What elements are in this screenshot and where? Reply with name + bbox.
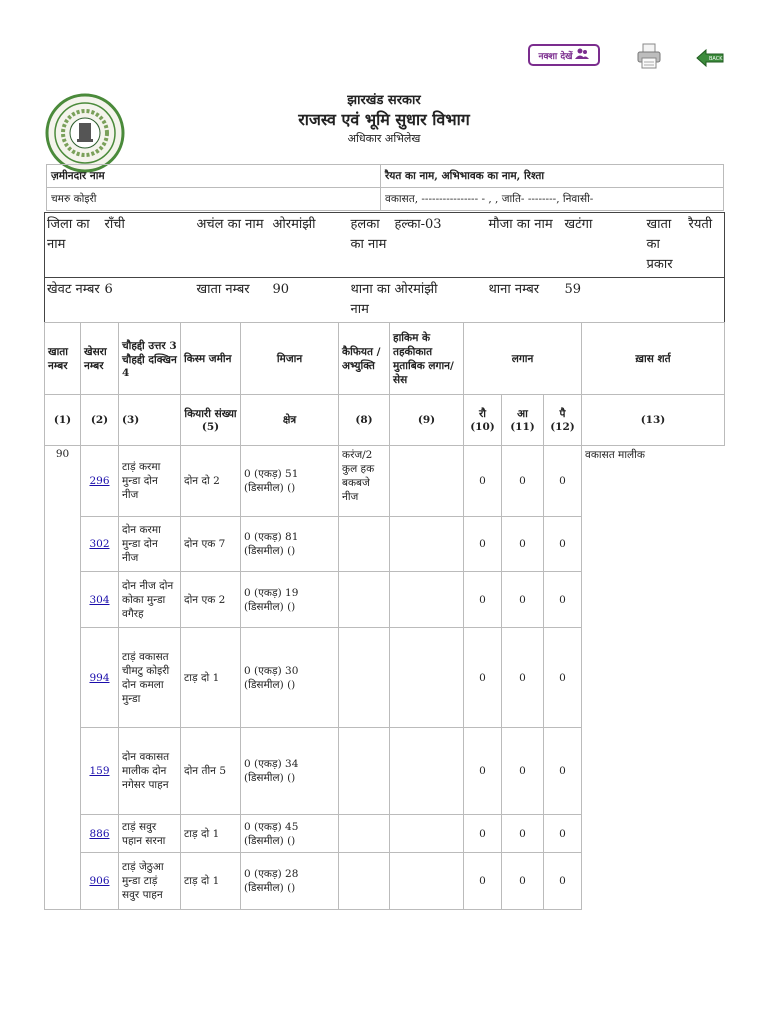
mauza-value: खटंगा — [563, 213, 645, 278]
khesra-link[interactable]: 302 — [89, 538, 110, 550]
zamindar-value: चमरु कोइरी — [47, 188, 381, 211]
rau-cell: 0 — [464, 517, 502, 572]
pai-cell: 0 — [544, 815, 582, 853]
kism-cell: दोन दो 2 — [181, 446, 241, 517]
pai-cell: 0 — [544, 517, 582, 572]
chauhaddi-cell: टाड़ं जेठुआ मुन्डा टाड़ं सवुर पाहन — [119, 853, 181, 910]
aa-cell: 0 — [502, 853, 544, 910]
rau-cell: 0 — [464, 572, 502, 628]
rau-cell: 0 — [464, 446, 502, 517]
view-map-label: नक्शा देखें — [538, 51, 573, 62]
khas-shart-cell: वकासत मालीक — [582, 446, 725, 910]
pai-cell: 0 — [544, 728, 582, 815]
col-num-12: (12) — [550, 421, 575, 433]
col-lagan: लगान — [464, 323, 582, 395]
rau-cell: 0 — [464, 815, 502, 853]
khata-value-cell: 90 — [45, 446, 81, 910]
table-row — [45, 446, 725, 517]
col-khata-no: खाता नम्बर — [45, 323, 81, 395]
col-hakim: हाकिम के तहकीकात मुताबिक लगान/सेस — [390, 323, 464, 395]
view-map-button[interactable] — [528, 44, 600, 66]
area-cell: 0 (एकड़) 19 (डिसमील) () — [241, 572, 339, 628]
chauhaddi-cell: दोन नीज दोन कोका मुन्डा वगैरह — [119, 572, 181, 628]
khewat-value: 6 — [104, 282, 113, 297]
chauhaddi-cell: दोन वकासत मालीक दोन नगेसर पाहन — [119, 728, 181, 815]
col-num-10: (10) — [470, 421, 495, 433]
chauhaddi-cell: टाड़ं करमा मुन्डा दोन नीज — [119, 446, 181, 517]
khata-value: 90 — [272, 282, 290, 297]
thana-no-value: 59 — [564, 282, 582, 297]
pai-cell: 0 — [544, 572, 582, 628]
thana-value: ओरमांझी — [394, 282, 438, 297]
aa-cell: 0 — [502, 572, 544, 628]
khewat-label: खेवट नम्बर — [47, 282, 100, 297]
page-header — [0, 88, 768, 158]
col-kism: किस्म जमीन — [181, 323, 241, 395]
col-mizan: मिजान — [241, 323, 339, 395]
chauhaddi-cell: टाड़ं सवुर पहान सरना — [119, 815, 181, 853]
zamindar-label: ज़मीनदार नाम — [47, 165, 381, 188]
kaifiyat-cell: करंज/2 कुल हक बकबजे नीज — [339, 446, 390, 517]
aa-cell: 0 — [502, 517, 544, 572]
kism-cell: दोन एक 2 — [181, 572, 241, 628]
govt-title: झारखंड सरकार — [347, 93, 421, 108]
khesra-link[interactable]: 886 — [89, 827, 110, 840]
district-value: राँची — [103, 213, 195, 278]
khata-type-value: रैयती — [687, 213, 725, 278]
col-num-8: (8) — [339, 395, 390, 446]
kism-cell: दोन एक 7 — [181, 517, 241, 572]
col-num-13: (13) — [582, 395, 725, 446]
area-cell: 0 (एकड़) 34 (डिसमील) () — [241, 728, 339, 815]
col-num-3: (3) — [119, 395, 181, 446]
area-cell: 0 (एकड़) 28 (डिसमील) () — [241, 853, 339, 910]
khesra-link[interactable]: 304 — [89, 593, 110, 606]
mauza-label: मौजा का नाम — [487, 213, 563, 278]
khesra-link[interactable]: 994 — [89, 671, 110, 684]
department-title: राजस्व एवं भूमि सुधार विभाग — [298, 110, 470, 129]
kism-cell: टाड़ दो 1 — [181, 853, 241, 910]
aa-cell: 0 — [502, 815, 544, 853]
owner-table — [46, 164, 724, 211]
raiyat-label: रैयत का नाम, अभिभावक का नाम, रिश्ता — [381, 165, 724, 188]
col-kiyari — [181, 395, 241, 446]
khata-label: खाता नम्बर — [196, 282, 250, 297]
circle-value: ओरमांझी — [271, 213, 349, 278]
back-arrow-icon[interactable] — [696, 48, 724, 68]
col-rau-label: रौ — [478, 408, 486, 420]
col-num-9: (9) — [390, 395, 464, 446]
col-pai — [544, 395, 582, 446]
col-chauhaddi: चौहद्दी उत्तर 3 चौहद्दी दक्खिन 4 — [119, 323, 181, 395]
district-label: जिला का नाम — [45, 213, 103, 278]
area-cell: 0 (एकड़) 30 (डिसमील) () — [241, 628, 339, 728]
printer-icon[interactable] — [637, 43, 661, 69]
col-pai-label: पै — [559, 408, 566, 420]
kism-cell: टाड़ दो 1 — [181, 628, 241, 728]
aa-cell: 0 — [502, 728, 544, 815]
halka-label: हलका का नाम — [349, 213, 393, 278]
area-cell: 0 (एकड़) 81 (डिसमील) () — [241, 517, 339, 572]
halka-value: हल्का-03 — [393, 213, 487, 278]
khesra-link[interactable]: 159 — [89, 765, 110, 777]
col-num-1: (1) — [45, 395, 81, 446]
area-cell: 0 (एकड़) 51 (डिसमील) () — [241, 446, 339, 517]
col-aa — [502, 395, 544, 446]
col-kaifiyat: कैफियत / अभ्युक्ति — [339, 323, 390, 395]
pai-cell: 0 — [544, 853, 582, 910]
col-khas-shart: ख़ास शर्त — [582, 323, 725, 395]
thana-no-label: थाना नम्बर — [488, 282, 540, 297]
toolbar — [0, 0, 768, 80]
rau-cell: 0 — [464, 628, 502, 728]
rau-cell: 0 — [464, 728, 502, 815]
circle-label: अचंल का नाम — [195, 213, 271, 278]
khata-type-label: खाता का प्रकार — [645, 213, 687, 278]
khesra-link[interactable]: 906 — [89, 875, 110, 887]
aa-cell: 0 — [502, 628, 544, 728]
svg-text:BACK: BACK — [709, 56, 723, 62]
raiyat-value: वकासत, ---------------- - , , जाति- --------, निवासी- — [381, 188, 724, 211]
users-icon — [575, 48, 589, 63]
col-num-11: (11) — [510, 421, 535, 433]
col-rau — [464, 395, 502, 446]
kism-cell: दोन तीन 5 — [181, 728, 241, 815]
col-kiyari-label: कियारी संख्या — [184, 408, 237, 420]
col-num-5: (5) — [201, 421, 220, 433]
pai-cell: 0 — [544, 446, 582, 517]
thana-label: थाना का नाम — [350, 282, 391, 317]
col-khesra-no: खेसरा नम्बर — [81, 323, 119, 395]
col-kshetra: क्षेत्र — [241, 395, 339, 446]
col-num-2: (2) — [81, 395, 119, 446]
rau-cell: 0 — [464, 853, 502, 910]
aa-cell: 0 — [502, 446, 544, 517]
land-info-table — [44, 212, 725, 323]
chauhaddi-cell: दोन करमा मुन्डा दोन नीज — [119, 517, 181, 572]
col-aa-label: आ — [517, 408, 528, 420]
record-title: अधिकार अभिलेख — [347, 132, 421, 145]
pai-cell: 0 — [544, 628, 582, 728]
chauhaddi-cell: टाड़ं वकासत चीमटु कोइरी दोन कमला मुन्डा — [119, 628, 181, 728]
kism-cell: टाड़ दो 1 — [181, 815, 241, 853]
khesra-link[interactable]: 296 — [89, 475, 110, 487]
area-cell: 0 (एकड़) 45 (डिसमील) () — [241, 815, 339, 853]
khesra-table — [44, 322, 725, 910]
